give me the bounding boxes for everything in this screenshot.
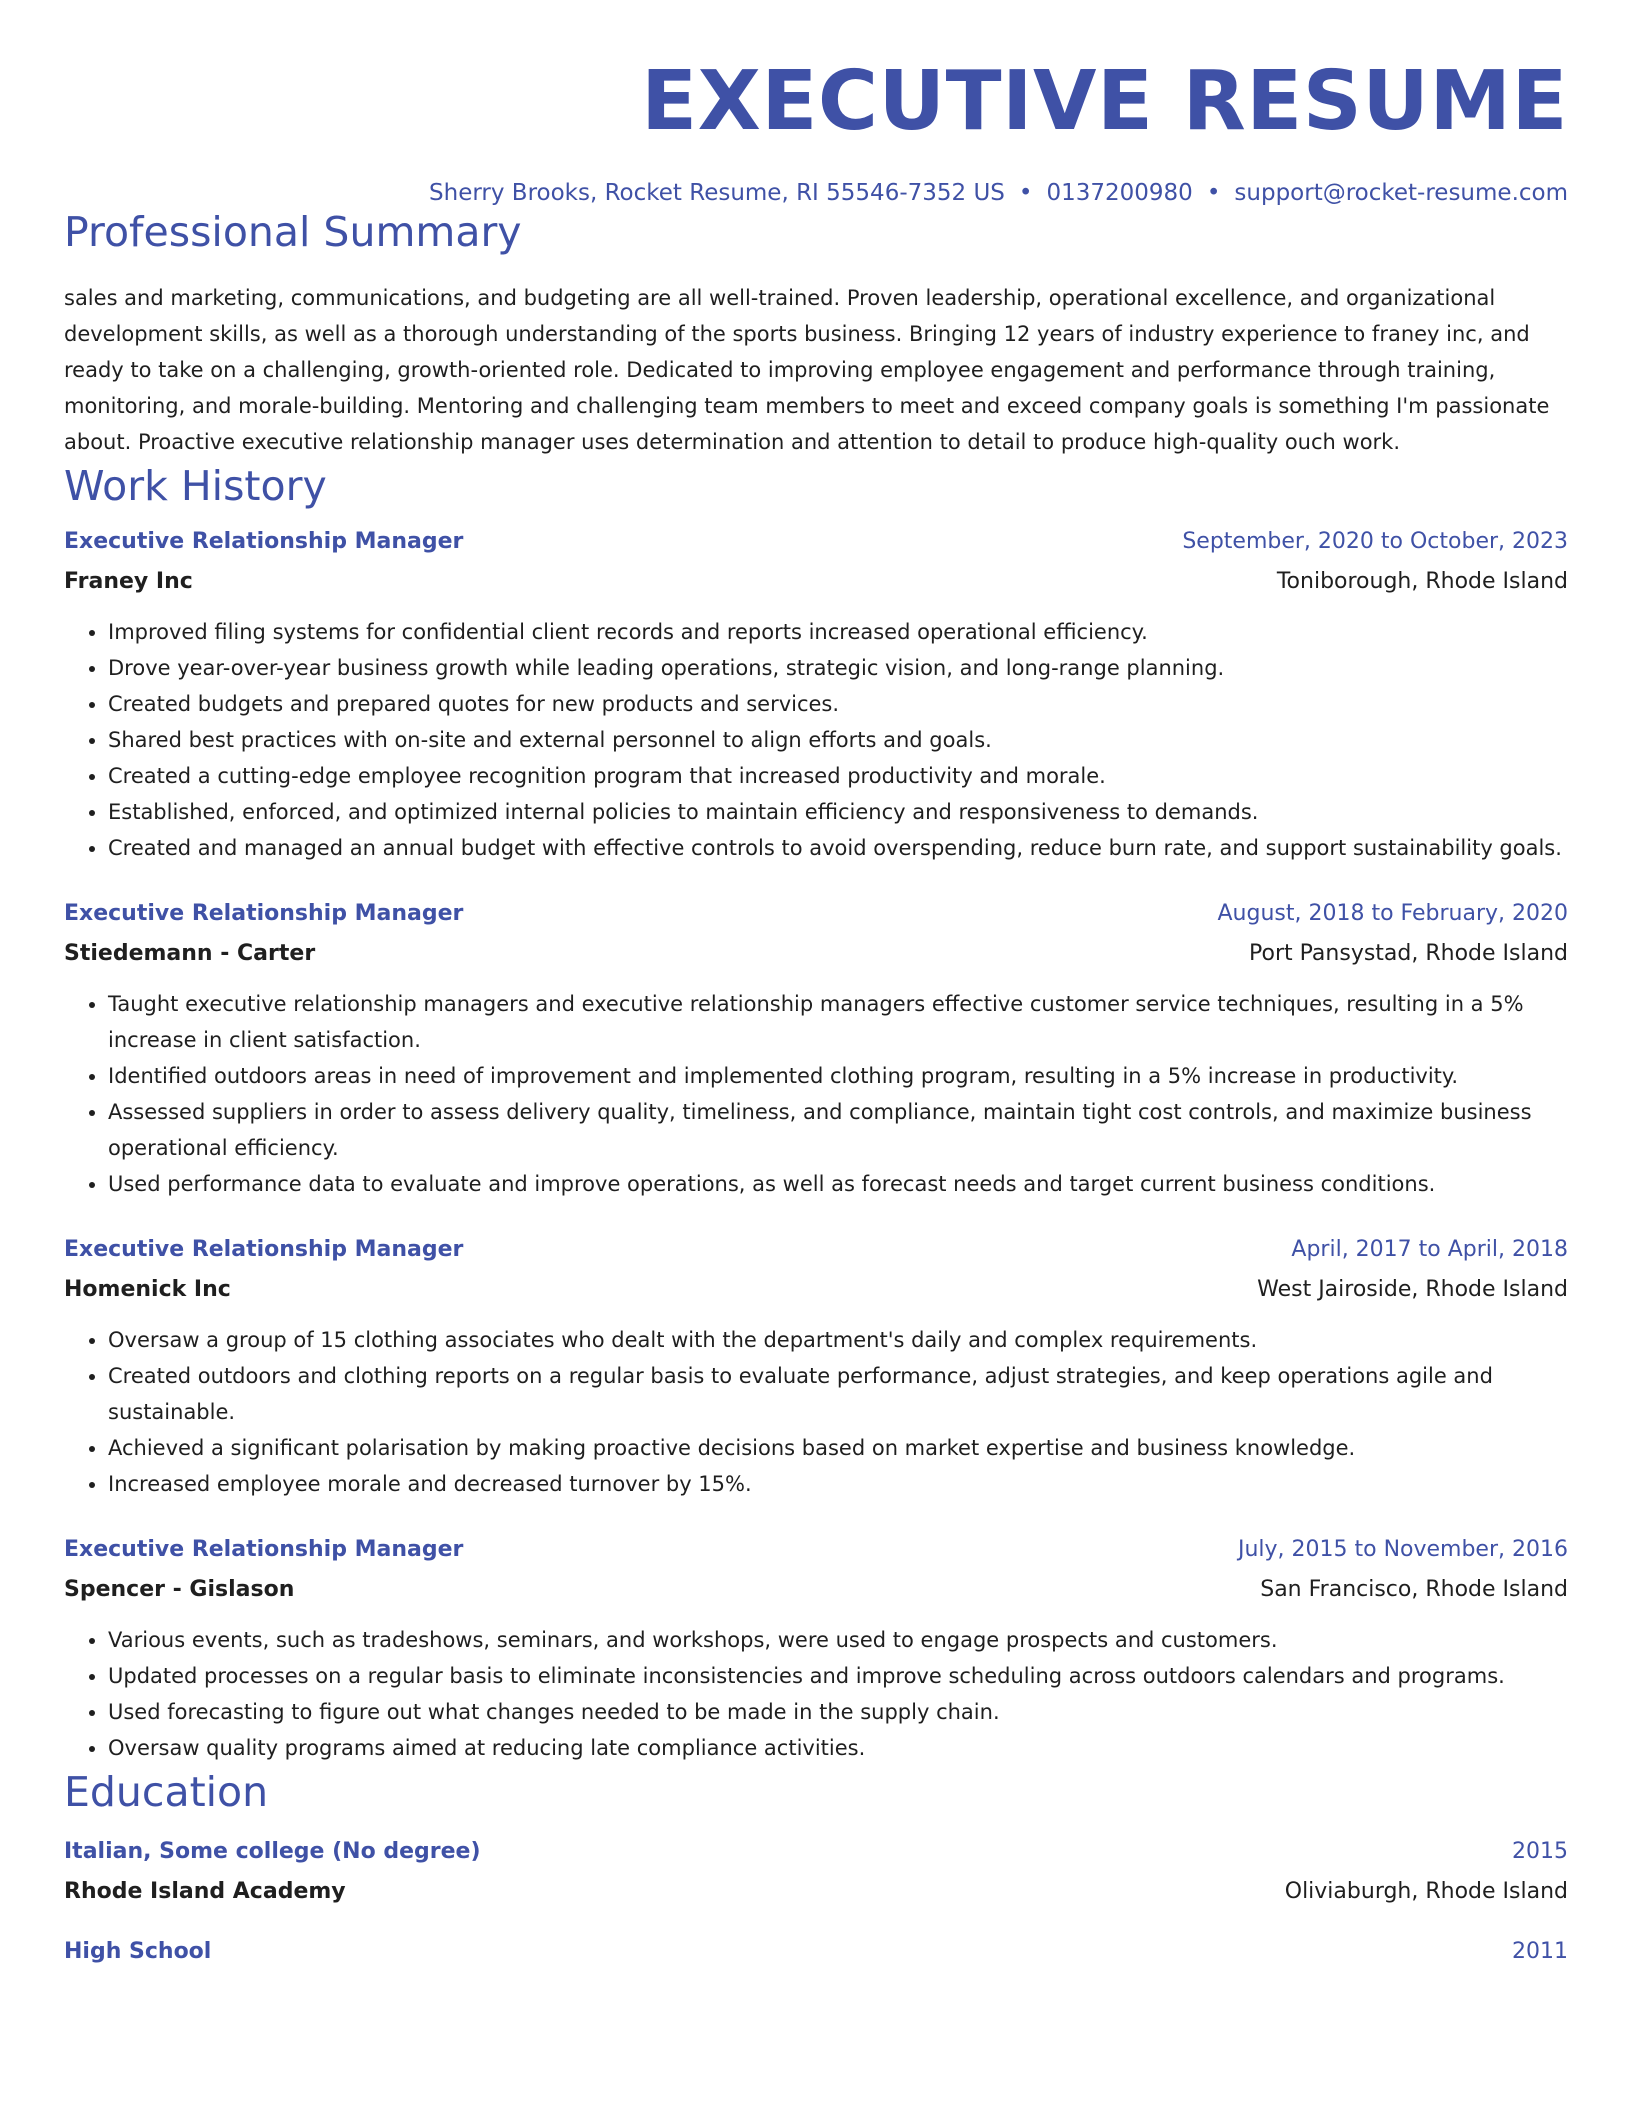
job-entry (64, 1530, 1568, 1766)
job-dates: September, 2020 to October, 2023 (1182, 529, 1568, 554)
education-heading: Education (64, 1768, 269, 1816)
education-year: 2015 (1512, 1839, 1568, 1864)
job-bullet: • Achieved a significant polarisation by making proactive decisions based on market expertise and business knowledge. (108, 1430, 1568, 1466)
job-bullet: • Created a cutting-edge employee recognition program that increased productivity and morale. (108, 758, 1568, 794)
job-dates: July, 2015 to November, 2016 (1237, 1537, 1568, 1562)
job-location: San Francisco, Rhode Island (1260, 1577, 1568, 1602)
contact-address: Sherry Brooks, Rocket Resume, RI 55546-7352 US (429, 180, 1005, 206)
education-entry (64, 1932, 1568, 1972)
job-bullet: • Oversaw quality programs aimed at reducing late compliance activities. (108, 1730, 1568, 1766)
job-bullet: • Various events, such as tradeshows, seminars, and workshops, were used to engage prospects and customers. (108, 1622, 1568, 1658)
contact-separator: • (1018, 180, 1033, 206)
contact-phone: 0137200980 (1046, 180, 1193, 206)
job-company: Stiedemann - Carter (64, 941, 316, 966)
job-bullets (64, 614, 1568, 866)
job-bullet: • Assessed suppliers in order to assess delivery quality, timeliness, and compliance, maintain tight cost controls, and maximize business operational efficiency. (108, 1094, 1568, 1166)
job-bullet: • Increased employee morale and decreased turnover by 15%. (108, 1466, 1568, 1502)
job-bullet: • Taught executive relationship managers and executive relationship managers effective customer service techniques, resulting in a 5% increase in client satisfaction. (108, 986, 1568, 1058)
education-degree: Italian, Some college (No degree) (64, 1839, 481, 1864)
education-location: Oliviaburgh, Rhode Island (1284, 1879, 1568, 1904)
summary-text: sales and marketing, communications, and budgeting are all well-trained. Proven leadership, operational excellence, and organizational development skills, as well as a thorough understanding of the sports business. Bringing 12 years of industry experience to franey inc, and ready to take on a challenging, growth-oriented role. Dedicated to improving employee engagement and performance through training, monitoring, and morale-building. Mentoring and challenging team members to meet and exceed company goals is something I'm passionate about. Proactive executive relationship manager uses determination and attention to detail to produce high-quality ouch work. (64, 286, 1550, 454)
job-company: Homenick Inc (64, 1277, 231, 1302)
job-bullet: • Created budgets and prepared quotes for new products and services. (108, 686, 1568, 722)
job-bullet: • Created outdoors and clothing reports on a regular basis to evaluate performance, adjust strategies, and keep operations agile and sustainable. (108, 1358, 1568, 1430)
job-bullets (64, 1622, 1568, 1766)
job-dates: August, 2018 to February, 2020 (1217, 901, 1568, 926)
contact-email[interactable]: support@rocket-resume.com (1234, 180, 1568, 206)
work-history-section (64, 460, 1568, 1766)
job-entry (64, 522, 1568, 866)
contact-separator: • (1206, 180, 1221, 206)
work-history-heading: Work History (64, 462, 327, 510)
job-bullet: • Created and managed an annual budget with effective controls to avoid overspending, reduce burn rate, and support sustainability goals. (108, 830, 1568, 866)
job-bullet: • Used forecasting to figure out what changes needed to be made in the supply chain. (108, 1694, 1568, 1730)
job-company: Spencer - Gislason (64, 1577, 295, 1602)
summary-heading: Professional Summary (64, 208, 522, 256)
job-bullets (64, 1322, 1568, 1502)
job-bullet: • Improved filing systems for confidential client records and reports increased operational efficiency. (108, 614, 1568, 650)
job-entry (64, 1230, 1568, 1502)
job-bullet: • Updated processes on a regular basis to eliminate inconsistencies and improve scheduling across outdoors calendars and programs. (108, 1658, 1568, 1694)
job-title: Executive Relationship Manager (64, 901, 464, 926)
job-bullet: • Used performance data to evaluate and improve operations, as well as forecast needs and target current business conditions. (108, 1166, 1568, 1202)
job-title: Executive Relationship Manager (64, 1537, 464, 1562)
job-title: Executive Relationship Manager (64, 529, 464, 554)
contact-line (64, 180, 1568, 206)
job-company: Franey Inc (64, 569, 193, 594)
job-location: Toniborough, Rhode Island (1276, 569, 1568, 594)
job-dates: April, 2017 to April, 2018 (1291, 1237, 1568, 1262)
job-bullet: • Established, enforced, and optimized internal policies to maintain efficiency and responsiveness to demands. (108, 794, 1568, 830)
education-section (64, 1766, 1568, 1972)
education-year: 2011 (1512, 1939, 1568, 1964)
job-location: Port Pansystad, Rhode Island (1249, 941, 1568, 966)
job-entry (64, 894, 1568, 1202)
job-bullet: • Shared best practices with on-site and external personnel to align efforts and goals. (108, 722, 1568, 758)
resume-header (64, 0, 1568, 206)
education-school: Rhode Island Academy (64, 1879, 346, 1904)
job-bullet: • Identified outdoors areas in need of improvement and implemented clothing program, resulting in a 5% increase in productivity. (108, 1058, 1568, 1094)
professional-summary-section (64, 206, 1568, 460)
education-entry (64, 1832, 1568, 1912)
resume-title: EXECUTIVE RESUME (641, 54, 1568, 149)
job-location: West Jairoside, Rhode Island (1257, 1277, 1568, 1302)
job-bullet: • Drove year-over-year business growth while leading operations, strategic vision, and long-range planning. (108, 650, 1568, 686)
job-bullets (64, 986, 1568, 1202)
job-bullet: • Oversaw a group of 15 clothing associates who dealt with the department's daily and complex requirements. (108, 1322, 1568, 1358)
education-degree: High School (64, 1939, 212, 1964)
job-title: Executive Relationship Manager (64, 1237, 464, 1262)
